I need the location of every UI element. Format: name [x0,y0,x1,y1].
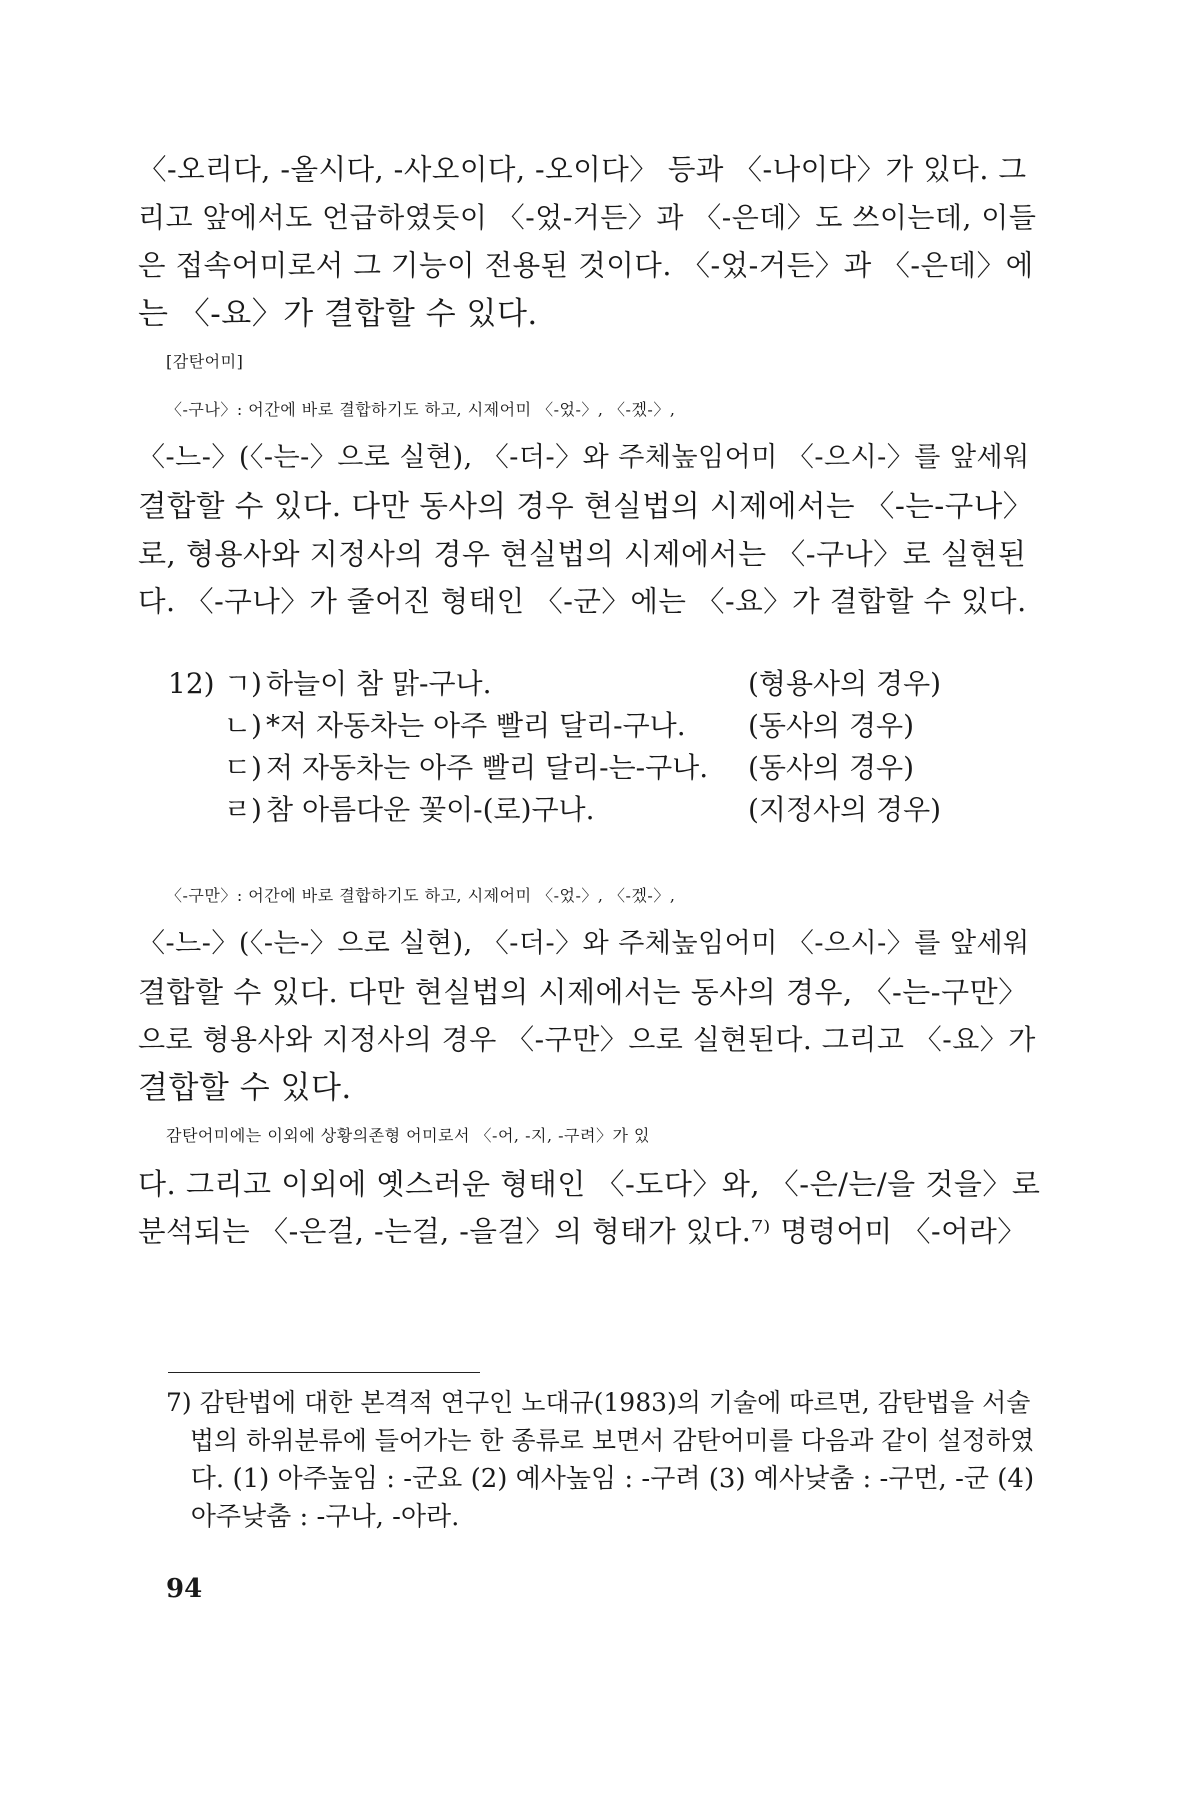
example-marker: ㄱ) [224,667,262,700]
footnote-line: 법의 하위분류에 들어가는 한 종류로 보면서 감탄어미를 다음과 같이 설정하였 [166,1426,1035,1455]
body-line: 다. 〈-구나〉가 줄어진 형태인 〈-군〉에는 〈-요〉가 결합할 수 있다. [138,585,1027,618]
body-line: 〈-느-〉(〈-는-〉으로 실현), 〈-더-〉와 주체높임어미 〈-으시-〉를 앞세워 [138,928,1030,959]
footnote-line: 다. (1) 아주높임 : -군요 (2) 예사높임 : -구려 (3) 예사낮춤 : -구먼, -군 (4) [166,1464,1035,1494]
example-row [168,664,942,704]
example-marker: ㄴ) [224,709,262,742]
example-note: (동사의 경우) [748,709,914,742]
example-row [168,748,928,788]
body-line: 감탄어미에는 이외에 상황의존형 어미로서 〈-어, -지, -구려〉가 있 [166,1126,650,1145]
example-sentence: 저 자동차는 아주 빨리 달리-는-구나. [266,751,709,784]
body-line: 결합할 수 있다. [138,1070,352,1106]
footnote-line: 아주낮춤 : -구나, -아라. [166,1502,460,1532]
example-number: 12) [168,667,215,700]
example-note: (지정사의 경우) [748,793,942,826]
body-line: 〈-구나〉: 어간에 바로 결합하기도 하고, 시제어미 〈-었-〉, 〈-겠-〉, [166,400,676,419]
example-note: (동사의 경우) [748,751,914,784]
body-line: 리고 앞에서도 언급하였듯이 〈-었-거든〉과 〈-은데〉도 쓰이는데, 이들 [138,201,1037,234]
body-line: 으로 형용사와 지정사의 경우 〈-구만〉으로 실현된다. 그리고 〈-요〉가 [138,1023,1036,1056]
body-line: 다. 그리고 이외에 옛스러운 형태인 〈-도다〉와, 〈-은/는/을 것을〉로 [138,1167,1041,1201]
body-line: 로, 형용사와 지정사의 경우 현실법의 시제에서는 〈-구나〉로 실현된 [138,537,1027,571]
example-row [168,706,928,746]
body-line: 〈-느-〉(〈-는-〉으로 실현), 〈-더-〉와 주체높임어미 〈-으시-〉를 앞세워 [138,442,1030,473]
body-line: 은 접속어미로서 그 기능이 전용된 것이다. 〈-었-거든〉과 〈-은데〉에 [138,249,1034,282]
example-row [168,790,942,830]
example-marker: ㄹ) [224,793,262,826]
example-sentence: *저 자동차는 아주 빨리 달리-구나. [266,709,686,742]
body-line: 〈-구만〉: 어간에 바로 결합하기도 하고, 시제어미 〈-었-〉, 〈-겠-〉, [166,886,676,905]
footnote-line: 7) 감탄법에 대한 본격적 연구인 노대규(1983)의 기술에 따르면, 감탄법을 서술 [166,1388,1031,1417]
example-note: (형용사의 경우) [748,667,942,700]
example-sentence: 하늘이 참 맑-구나. [266,667,492,700]
body-line: 결합할 수 있다. 다만 동사의 경우 현실법의 시제에서는 〈-는-구나〉 [138,489,1033,523]
example-sentence: 참 아름다운 꽃이-(로)구나. [266,793,595,826]
body-line: 는 〈-요〉가 결합할 수 있다. [138,296,538,332]
example-marker: ㄷ) [224,751,262,784]
footnote-rule [168,1372,480,1373]
body-line: 분석되는 〈-은걸, -는걸, -을걸〉의 형태가 있다.⁷⁾ 명령어미 〈-어라〉 [138,1215,1027,1248]
page-number: 94 [166,1574,203,1604]
body-line: 〈-오리다, -올시다, -사오이다, -오이다〉 등과 〈-나이다〉가 있다. 그 [138,153,1027,186]
body-line: 결합할 수 있다. 다만 현실법의 시제에서는 동사의 경우, 〈-는-구만〉 [138,975,1028,1009]
section-heading: [감탄어미] [166,352,244,371]
